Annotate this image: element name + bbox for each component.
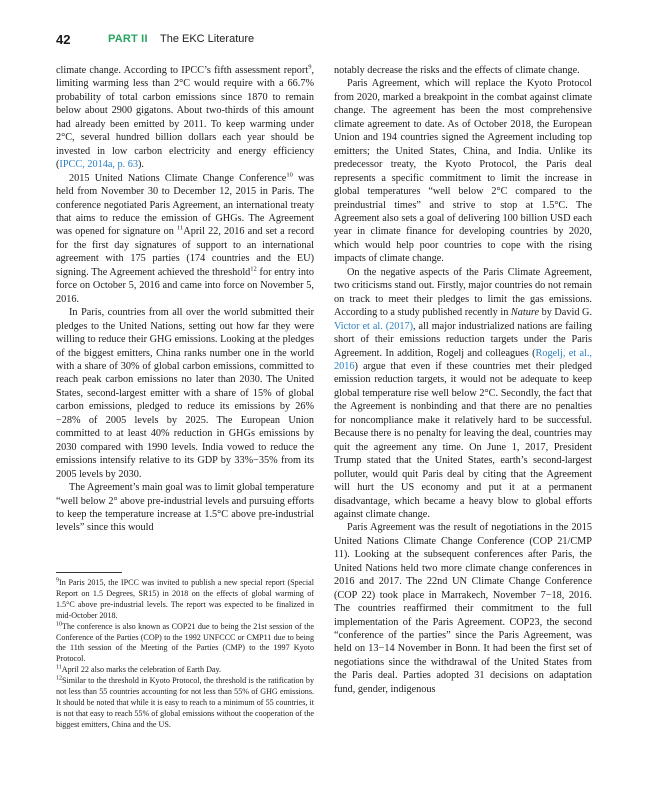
text-run: 2015 United Nations Climate Change Conference [69,172,287,184]
text-run: , limiting warming less than 2°C would require with a 66.7% probability of total carbon emissions since 1870 to remain below about 2900 gigatons. About two-thirds of this amount had already been emitted by 2011. To keep warming under 2°C, several hundred billion dollars each year should be invested in low carbon electricity and energy efficiency ( [56,65,314,171]
journal-name: Nature [510,307,539,319]
text-run: was held from November 30 to December 12, 2015 in Paris. The conference negotiated Paris Agreement, an international treaty that aims to reduce the emission of GHGs. The Agreement was opened for signature on [56,172,314,238]
paragraph: notably decrease the risks and the effects of climate change. [334,65,580,76]
footnote-text: April 22 also marks the celebration of Earth Day. [61,665,222,675]
paragraph [56,172,314,307]
text-run: April 22, 2016 and set a record for the first day signatures of support to an international agreement with 175 parties (174 countries and the EU) signing. The Agreement achieved the threshold [56,226,314,278]
footnote-mark: 11 [56,664,62,671]
part-title: The EKC Literature [160,33,255,45]
paragraph: In Paris, countries from all over the world submitted their pledges to the United Nations, setting out how far they were willing to reduce their GHG emissions. Looking at the pledges of the biggest emitters, China ranks number one in the world with a share of 30% of global carbon emissions, committed to reach peak carbon emissions no later than 2030. The United States, second-largest emitter with a share of 15% of global carbon emissions, pledged to reduce its emissions by 26% −28% of 2005 levels by 2025. The European Union committed to at least 40% reduction in GHGs emissions by 2030 compared with 1990 levels. India vowed to reduce the emissions intensify relative to its GDP by 33%−35% from its 2005 levels by 2030. [56,307,314,480]
footnote-text: Similar to the threshold in Kyoto Protocol, the threshold is the ratification by not less than 55 countries accounting for not less than 55% of GHG emissions. It should be noted that while it is easy to reach to a minimum of 55 countries, it is not that easy to reach 55% of global emissions without the cooperation of the biggest emitters, China and the US. [56,676,314,729]
footnote-ref[interactable]: 9 [308,63,312,71]
text-run: On the negative aspects of the Paris Climate Agreement, two criticisms stand out. Firstly, major countries do not remain on track to meet their pledges to limit the gas emissions. According to a study published recently in [334,266,592,319]
footnote-item [56,622,314,666]
text-run: , all major industrialized nations are failing short of their emissions reduction targets under the Paris Agreement. In addition, Rogelj and colleagues ( [334,320,592,359]
text-run: for entry into force on October 5, 2016 and came into force on November 5, 2016. [56,266,314,305]
footnote-item [56,676,314,731]
part-label: PART II [108,33,148,45]
footnote-ref[interactable]: 11 [177,225,184,233]
footnote-mark: 9 [56,577,59,584]
text-run: by David G. [539,307,593,319]
citation-link[interactable]: Victor et al. (2017) [334,320,414,332]
footnote-text: The conference is also known as COP21 due to being the 21st session of the Conference of the Parties (COP) to the 1992 UNFCCC or CMP11 due to being the 11th session of the Meeting of the Parties (CMP) to the 1997 Kyoto Protocol. [56,621,314,664]
footnote-ref[interactable]: 10 [286,171,293,179]
page-number: 42 [56,32,71,47]
footnote-divider [56,572,122,573]
paragraph: Paris Agreement, which will replace the Kyoto Protocol from 2020, marked a breakpoint in the combat against climate change. The agreement has been the most comprehensive climate agreement to date. As of October 2018, the European Union and 194 countries signed the Agreement including top emitters; the United States, China, and India. Unlike its predecessor treaty, the Kyoto Protocol, the Paris deal represents a specific commitment to limit the increase in global temperatures “well below 2°C compared to the preindustrial times” and strive to stop at 1.5°C. The Agreement also sets a goal of delivering 100 billion USD each year in climate finance for developing countries by 2020, which would help poor countries to cope with the rising impacts of climate change. [334,78,592,265]
left-column [56,64,314,535]
right-column [334,64,592,696]
citation-link[interactable]: IPCC, 2014a, p. 63 [59,159,139,171]
text-run: ). [138,159,144,171]
paragraph: Paris Agreement was the result of negotiations in the 2015 United Nations Climate Change Conference (COP 21/CMP 11). Looking at the subsequent conferences after Paris, the United Nations held two more climate change conferences in 2016 and 2017. The 22nd UN Climate Change Conference (COP 22) took place in Marrakech, November 7−18, 2016. The countries reaffirmed their commitment to the full implementation of the Paris Agreement. COP23, the second “conference of the parties” since the Paris Agreement, was held on 13−14 November in Bonn. It had been the first set of negotiations since the withdrawal of the United States from the Paris deal. Parties adopted 31 decisions on adaptation fund, gender, indigenous [334,522,592,695]
citation-link[interactable]: Rogelj, et al., 2016 [334,347,592,372]
footnote-item [56,665,314,676]
footnote-mark: 12 [56,675,62,682]
footnote-ref[interactable]: 12 [250,265,257,273]
running-header [56,28,592,50]
text-run: ) argue that even if these countries met their pledged emission reduction targets, it would not be adequate to keep global temperature rise well below 2°C. Secondly, the fact that the Agreement is nonbinding and that there are no penalties for noncompliance make it relatively hard to be successful. Because there is no penalty for leaving the deal, countries may quit the agreement any time. On June 1, 2017, President Trump stated that the United States, earth’s second-largest polluter, would quit Paris deal by citing that the Agreement will hurt the US economy and put it at a permanent disadvantage, which became a heavy blow to global efforts against climate change. [334,360,592,520]
footnote-item [56,578,314,622]
text-run: climate change. According to IPCC’s fifth assessment report [56,65,309,76]
footnotes [56,578,314,731]
paragraph [334,266,592,522]
footnote-text: In Paris 2015, the IPCC was invited to publish a new special report (Special Report on 1.5 Degrees, SR15) in 2018 on the effects of global warming of 1.5°C above pre-industrial levels. The report was expected to be finalized in mid-October 2018. [56,578,314,620]
paragraph [56,64,314,172]
paragraph: The Agreement’s main goal was to limit global temperature “well below 2° above pre-industrial levels and pursuing efforts to keep the temperature increase at 1.5°C above pre-industrial levels” since this would [56,482,314,534]
footnote-mark: 10 [56,620,62,627]
